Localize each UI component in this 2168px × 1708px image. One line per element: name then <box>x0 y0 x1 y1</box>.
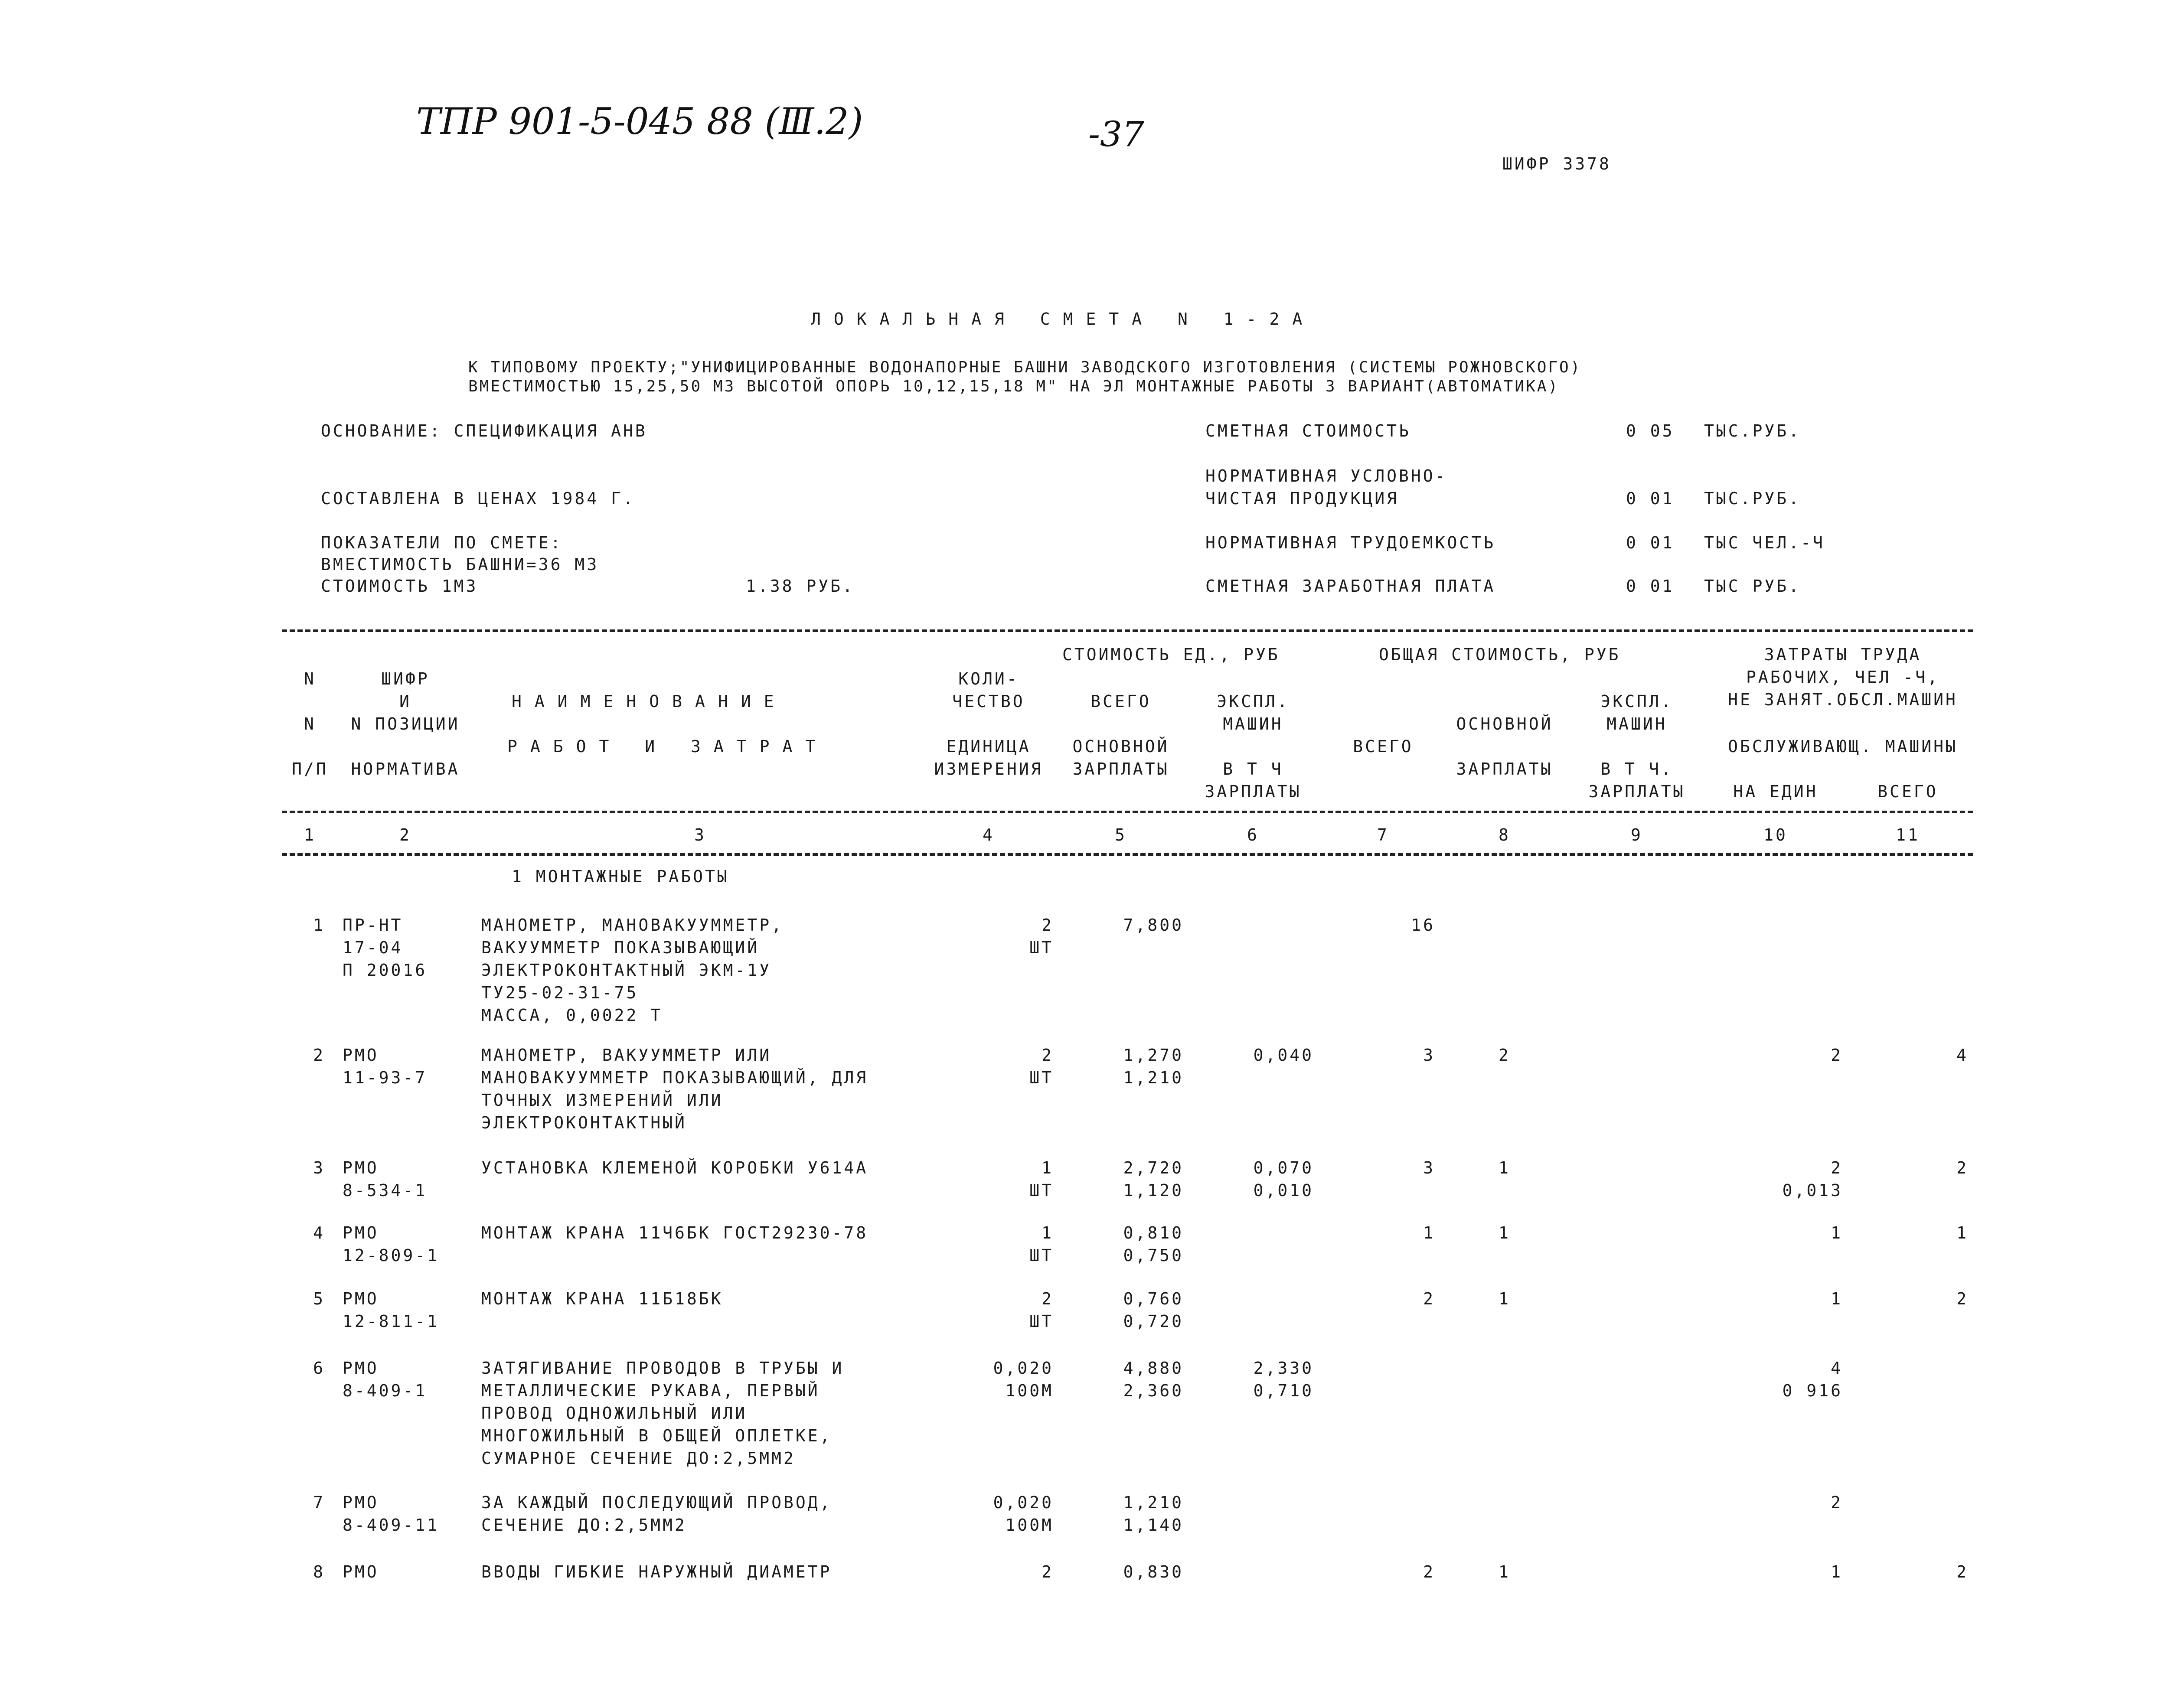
estimated-cost-unit: ТЫС.РУБ. <box>1704 421 1801 440</box>
cost-label: СТОИМОСТЬ 1М3 <box>321 577 478 596</box>
row-labor-total: 2 <box>1956 1289 1969 1308</box>
row-code: ПР-НТ 17-04 П 20016 <box>343 916 428 980</box>
row-name: ЗА КАЖДЫЙ ПОСЛЕДУЮЩИЙ ПРОВОД, СЕЧЕНИЕ ДО:2,5ММ2 <box>481 1493 832 1535</box>
row-number: 8 <box>313 1562 325 1581</box>
col-7-header: ВСЕГО <box>1353 737 1414 756</box>
row-labor-unit: 2 <box>1831 1046 1843 1065</box>
row-labor-total: 4 <box>1956 1046 1969 1065</box>
row-number: 7 <box>313 1493 325 1512</box>
title-line-2: ВМЕСТИМОСТЬЮ 15,25,50 М3 ВЫСОТОЙ ОПОРЬ 10,12,15,18 М" НА ЭЛ МОНТАЖНЫЕ РАБОТЫ 3 ВАРИАНТ(АВТОМАТИКА) <box>468 378 1560 395</box>
total-cost-group-header: ОБЩАЯ СТОИМОСТЬ, РУБ <box>1379 645 1621 664</box>
estimated-cost-value: 0 05 <box>1626 421 1675 440</box>
row-total-wage: 1 <box>1499 1562 1511 1581</box>
row-code: РМО <box>343 1562 379 1581</box>
net-product-label: НОРМАТИВНАЯ УСЛОВНО- ЧИСТАЯ ПРОДУКЦИЯ <box>1205 466 1447 508</box>
row-labor-unit: 1 <box>1831 1289 1843 1308</box>
col-6-header: ЭКСПЛ. МАШИН В Т Ч ЗАРПЛАТЫ <box>1205 692 1302 801</box>
col-number-2: 2 <box>399 825 411 844</box>
col-10-header: НА ЕДИН <box>1733 782 1818 801</box>
row-code: РМО 8-409-1 <box>343 1359 428 1400</box>
wage-value: 0 01 <box>1626 577 1675 596</box>
col-4-header: КОЛИ- ЧЕСТВО ЕДИНИЦА ИЗМЕРЕНИЯ <box>934 669 1043 779</box>
col-3-header-bottom: РАБОТ И ЗАТРАТ <box>507 737 829 756</box>
table-top-rule <box>282 629 1973 632</box>
row-total: 1 <box>1423 1223 1435 1242</box>
capacity-text: ВМЕСТИМОСТЬ БАШНИ=36 М3 <box>321 555 599 574</box>
row-name: ВВОДЫ ГИБКИЕ НАРУЖНЫЙ ДИАМЕТР <box>481 1562 832 1581</box>
col-number-5: 5 <box>1115 825 1127 844</box>
labor-intensity-label: НОРМАТИВНАЯ ТРУДОЕМКОСТЬ <box>1205 533 1496 552</box>
labor-intensity-unit: ТЫС ЧЕЛ.-Ч <box>1704 533 1825 552</box>
row-unit-total: 4,880 2,360 <box>1123 1359 1184 1400</box>
handwritten-project-code: ТПР 901-5-045 88 (Ⅲ.2) <box>416 100 863 143</box>
row-name: МАНОМЕТР, МАНОВАКУУММЕТР, ВАКУУММЕТР ПОКАЗЫВАЮЩИЙ ЭЛЕКТРОКОНТАКТНЫЙ ЭКМ-1У ТУ25-02-31-75 МАССА, 0,0022 Т <box>481 916 784 1025</box>
row-code: РМО 12-809-1 <box>343 1223 440 1265</box>
col-number-7: 7 <box>1377 825 1389 844</box>
row-labor-total: 1 <box>1956 1223 1969 1242</box>
row-quantity: 2 ШТ <box>1029 1046 1054 1087</box>
row-labor-unit: 2 <box>1831 1493 1843 1512</box>
labor-machines-header: ОБСЛУЖИВАЮЩ. МАШИНЫ <box>1728 737 1958 756</box>
row-unit-total: 0,830 <box>1123 1562 1184 1581</box>
estimate-title: ЛОКАЛЬНАЯ СМЕТА N 1-2A <box>811 310 1316 329</box>
col-9-header: ЭКСПЛ. МАШИН В Т Ч. ЗАРПЛАТЫ <box>1588 692 1685 801</box>
row-labor-unit: 4 0 916 <box>1782 1359 1843 1400</box>
row-labor-unit: 1 <box>1831 1223 1843 1242</box>
row-unit-machines: 2,330 0,710 <box>1253 1359 1314 1400</box>
row-name: МОНТАЖ КРАНА 11Ч6БК ГОСТ29230-78 <box>481 1223 869 1242</box>
row-labor-total: 2 <box>1956 1562 1969 1581</box>
row-code: РМО 12-811-1 <box>343 1289 440 1331</box>
row-name: ЗАТЯГИВАНИЕ ПРОВОДОВ В ТРУБЫ И МЕТАЛЛИЧЕСКИЕ РУКАВА, ПЕРВЫЙ ПРОВОД ОДНОЖИЛЬНЫЙ ИЛИ МНОГОЖИЛЬНЫЙ В ОБЩЕЙ ОПЛЕТКЕ, СУМАРНОЕ СЕЧЕНИЕ ДО:2,5ММ2 <box>481 1359 844 1468</box>
row-quantity: 0,020 100М <box>993 1493 1054 1535</box>
row-unit-total: 1,210 1,140 <box>1123 1493 1184 1535</box>
col-number-6: 6 <box>1247 825 1259 844</box>
row-unit-machines: 0,070 0,010 <box>1253 1158 1314 1200</box>
col-number-9: 9 <box>1631 825 1643 844</box>
col-number-3: 3 <box>694 825 706 844</box>
row-code: РМО 8-534-1 <box>343 1158 428 1200</box>
section-title: 1 МОНТАЖНЫЕ РАБОТЫ <box>512 867 729 886</box>
row-quantity: 2 ШТ <box>1029 916 1054 957</box>
row-name: МАНОМЕТР, ВАКУУММЕТР ИЛИ МАНОВАКУУММЕТР ПОКАЗЫВАЮЩИЙ, ДЛЯ ТОЧНЫХ ИЗМЕРЕНИЙ ИЛИ ЭЛЕКТРОКОНТАКТНЫЙ <box>481 1046 869 1132</box>
row-total-wage: 2 <box>1499 1046 1511 1065</box>
row-number: 5 <box>313 1289 325 1308</box>
row-unit-total: 0,760 0,720 <box>1123 1289 1184 1331</box>
row-number: 2 <box>313 1046 325 1065</box>
row-name: МОНТАЖ КРАНА 11Б18БК <box>481 1289 723 1308</box>
row-unit-machines: 0,040 <box>1253 1046 1314 1065</box>
row-labor-total: 2 <box>1956 1158 1969 1177</box>
col-11-header: ВСЕГО <box>1877 782 1938 801</box>
wage-unit: ТЫС РУБ. <box>1704 577 1801 596</box>
net-product-value: 0 01 <box>1626 489 1675 508</box>
col-3-header-top: НАИМЕНОВАНИЕ <box>512 692 787 711</box>
row-number: 3 <box>313 1158 325 1177</box>
row-labor-unit: 1 <box>1831 1562 1843 1581</box>
row-quantity: 2 <box>1042 1562 1054 1581</box>
cost-value: 1.38 РУБ. <box>746 577 855 596</box>
row-number: 4 <box>313 1223 325 1242</box>
basis-text: ОСНОВАНИЕ: СПЕЦИФИКАЦИЯ АНВ <box>321 421 647 440</box>
title-line-1: К ТИПОВОМУ ПРОЕКТУ;"УНИФИЦИРОВАННЫЕ ВОДОНАПОРНЫЕ БАШНИ ЗАВОДСКОГО ИЗГОТОВЛЕНИЯ (СИСТЕМЫ РОЖНОВСКОГО) <box>468 359 1582 376</box>
row-total-wage: 1 <box>1499 1289 1511 1308</box>
row-total: 2 <box>1423 1289 1435 1308</box>
col-2-header: ШИФР И N ПОЗИЦИИ НОРМАТИВА <box>351 669 460 779</box>
row-total-wage: 1 <box>1499 1223 1511 1242</box>
row-total: 3 <box>1423 1046 1435 1065</box>
col-number-4: 4 <box>983 825 995 844</box>
row-unit-total: 0,810 0,750 <box>1123 1223 1184 1265</box>
col-number-10: 10 <box>1763 825 1788 844</box>
prices-text: СОСТАВЛЕНА В ЦЕНАХ 1984 Г. <box>321 489 635 508</box>
row-labor-unit: 2 0,013 <box>1782 1158 1843 1200</box>
row-quantity: 1 ШТ <box>1029 1158 1054 1200</box>
row-total: 16 <box>1411 916 1435 935</box>
labor-intensity-value: 0 01 <box>1626 533 1675 552</box>
row-unit-total: 1,270 1,210 <box>1123 1046 1184 1087</box>
row-total: 2 <box>1423 1562 1435 1581</box>
labor-group-header: ЗАТРАТЫ ТРУДА РАБОЧИХ, ЧЕЛ -Ч, НЕ ЗАНЯТ.ОБСЛ.МАШИН <box>1728 645 1958 709</box>
col-8-header: ОСНОВНОЙ ЗАРПЛАТЫ <box>1456 714 1553 779</box>
row-number: 1 <box>313 916 325 935</box>
row-code: РМО 11-93-7 <box>343 1046 428 1087</box>
row-total-wage: 1 <box>1499 1158 1511 1177</box>
row-quantity: 2 ШТ <box>1029 1289 1054 1331</box>
estimated-cost-label: СМЕТНАЯ СТОИМОСТЬ <box>1205 421 1411 440</box>
indicators-label: ПОКАЗАТЕЛИ ПО СМЕТЕ: <box>321 533 563 552</box>
cipher-label: ШИФР 3378 <box>1502 154 1611 173</box>
header-bottom-rule <box>282 811 1973 813</box>
row-number: 6 <box>313 1359 325 1378</box>
row-unit-total: 2,720 1,120 <box>1123 1158 1184 1200</box>
col-5-header: ВСЕГО ОСНОВНОЙ ЗАРПЛАТЫ <box>1072 692 1169 779</box>
col-number-11: 11 <box>1896 825 1920 844</box>
row-code: РМО 8-409-11 <box>343 1493 440 1535</box>
row-name: УСТАНОВКА КЛЕМЕНОЙ КОРОБКИ У614А <box>481 1158 869 1177</box>
wage-label: СМЕТНАЯ ЗАРАБОТНАЯ ПЛАТА <box>1205 577 1496 596</box>
page-number: -37 <box>1088 114 1144 154</box>
row-quantity: 0,020 100М <box>993 1359 1054 1400</box>
net-product-unit: ТЫС.РУБ. <box>1704 489 1801 508</box>
unit-cost-group-header: СТОИМОСТЬ ЕД., РУБ <box>1062 645 1280 664</box>
col-1-header: N N П/П <box>292 669 328 779</box>
row-total: 3 <box>1423 1158 1435 1177</box>
row-unit-total: 7,800 <box>1123 916 1184 935</box>
col-number-1: 1 <box>304 825 316 844</box>
column-number-rule <box>282 853 1973 856</box>
row-quantity: 1 ШТ <box>1029 1223 1054 1265</box>
col-number-8: 8 <box>1499 825 1511 844</box>
